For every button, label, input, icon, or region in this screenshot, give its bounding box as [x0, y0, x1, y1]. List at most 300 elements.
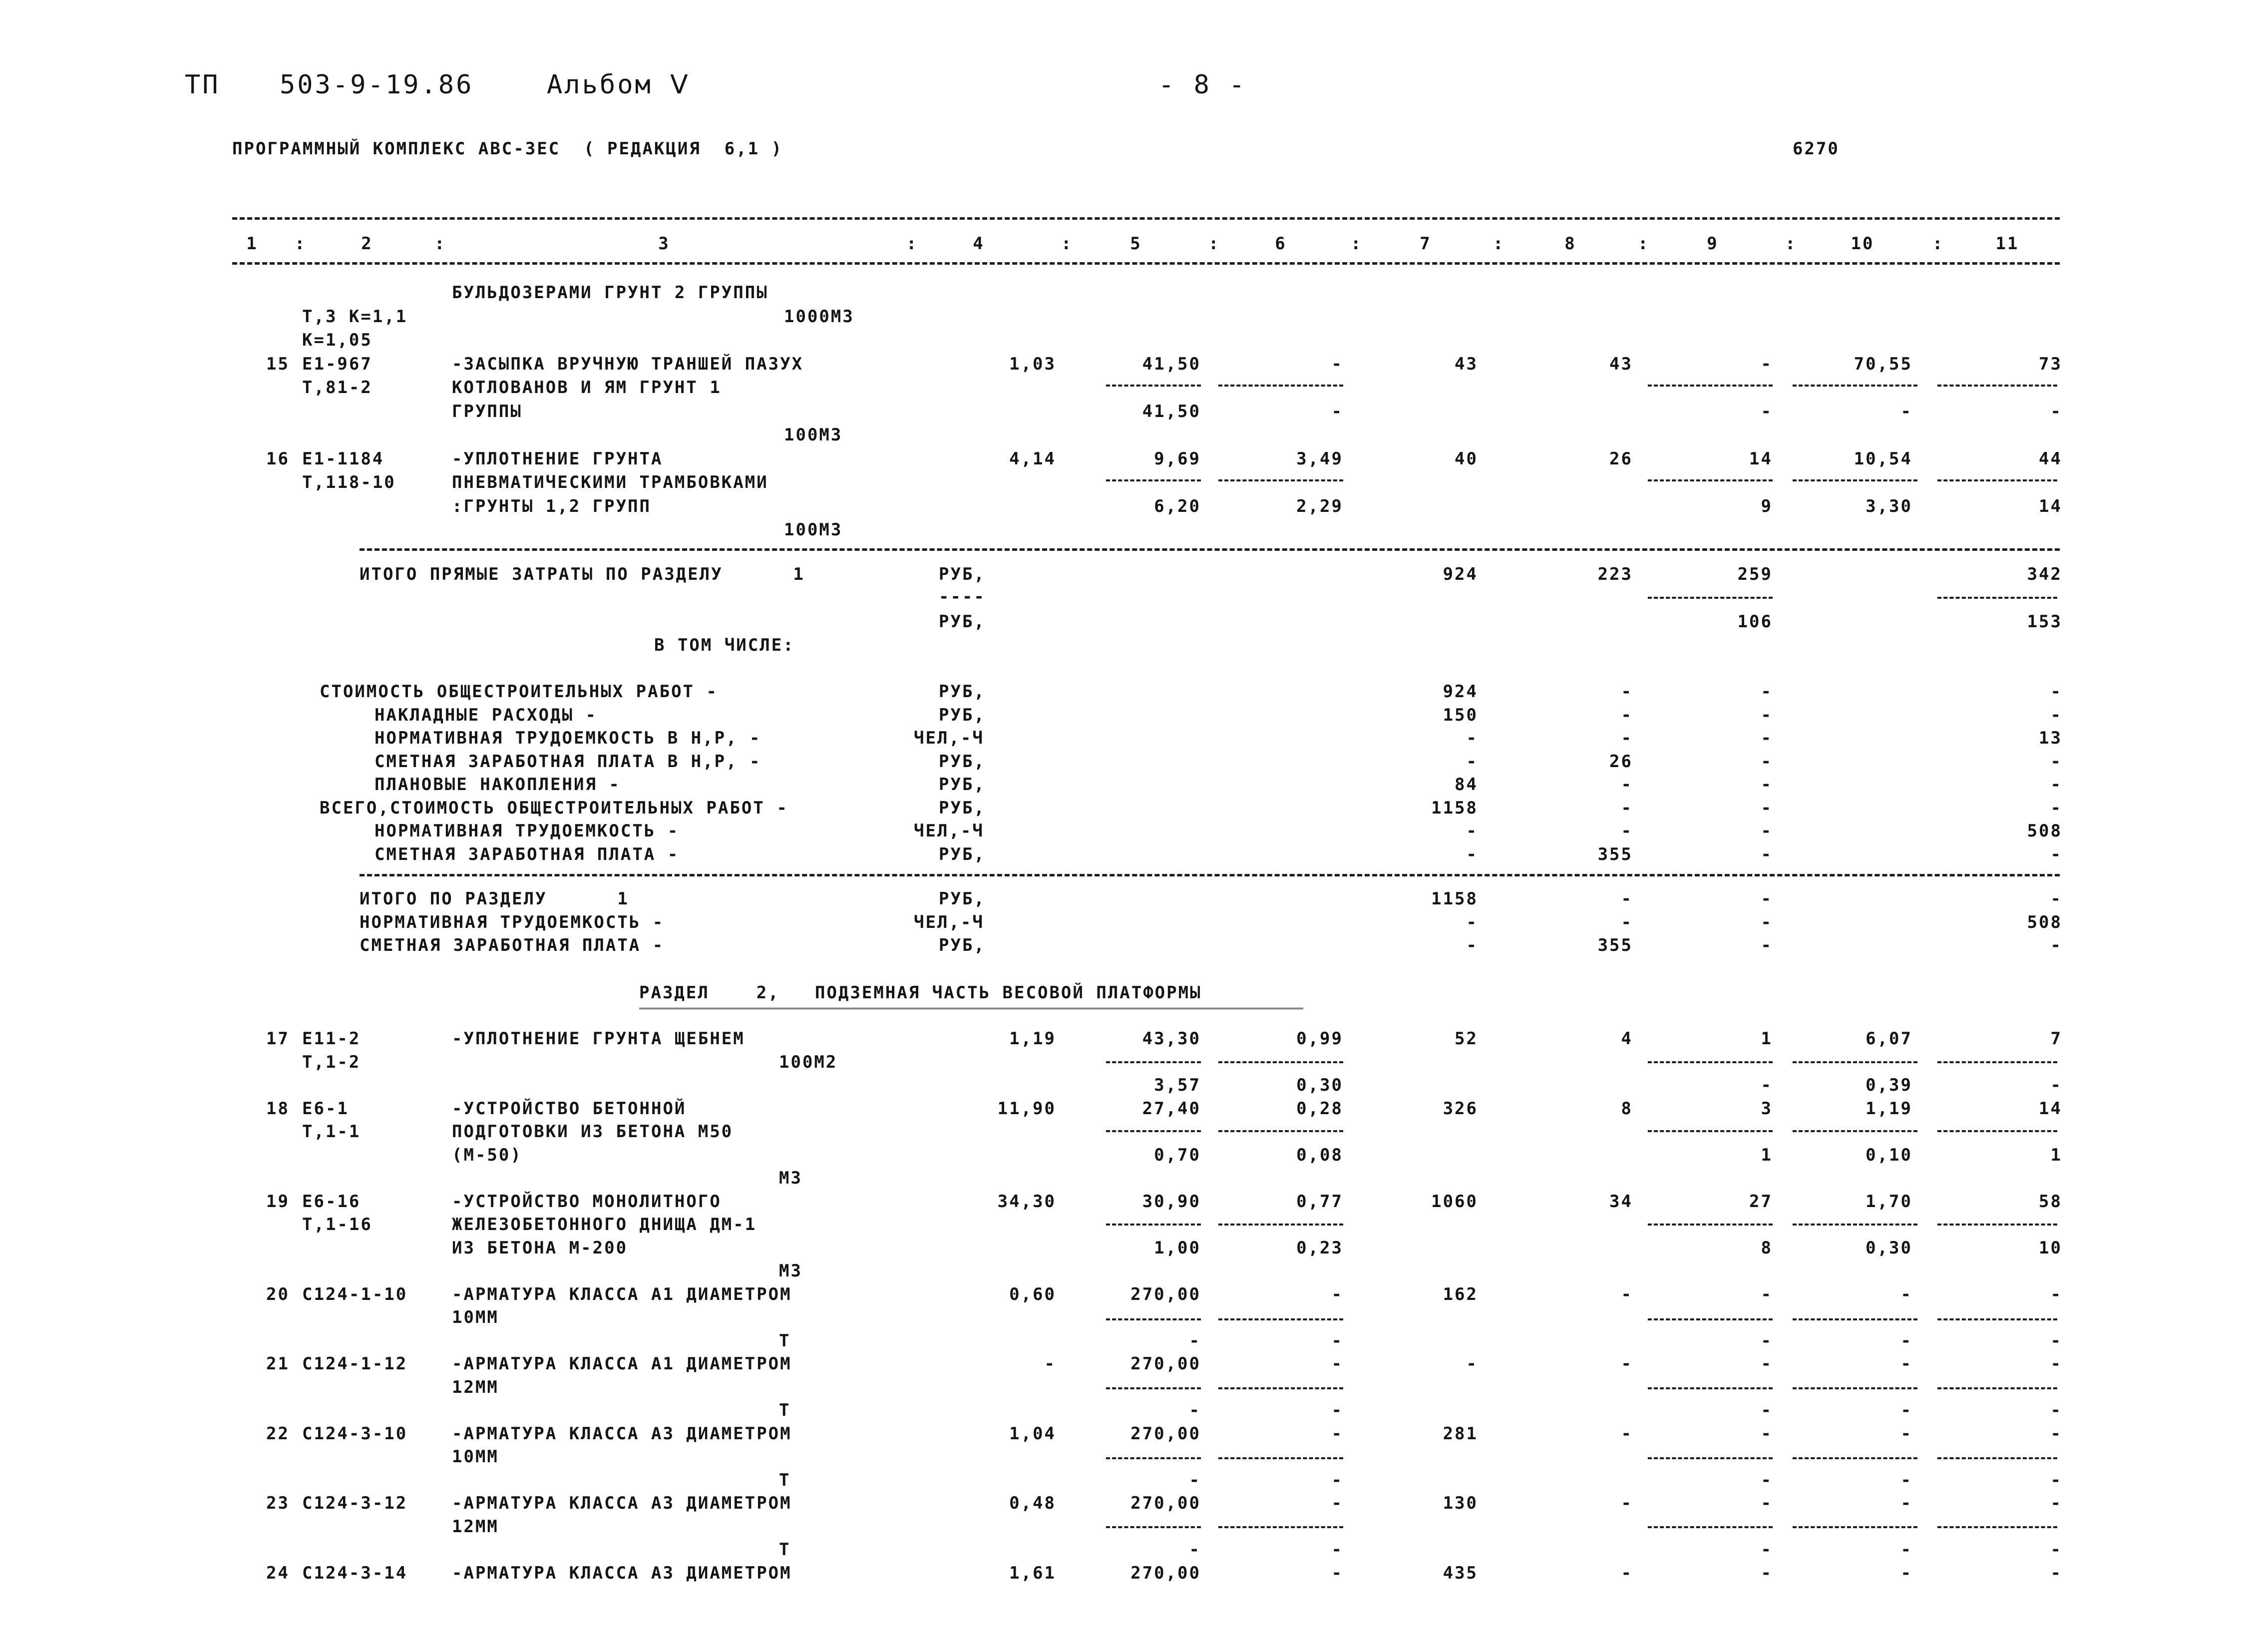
table-header-rule: [232, 262, 2060, 265]
cell-c6: 3,49: [1296, 448, 1343, 469]
cell-c8: 26: [1609, 448, 1633, 469]
c9-subrule: [1648, 1526, 1773, 1528]
cell-c6: 0,77: [1296, 1191, 1343, 1212]
cell-c11: -: [2050, 1284, 2062, 1304]
cell-c4: 1,04: [1009, 1423, 1056, 1444]
cell-code: Т,3 К=1,1: [302, 306, 408, 327]
cell-c11: 44: [2039, 448, 2062, 469]
cell-name: -ЗАСЫПКА ВРУЧНУЮ ТРАНШЕЙ ПАЗУХ: [452, 354, 804, 374]
breakdown-label: НОРМАТИВНАЯ ТРУДОЕМКОСТЬ -: [374, 821, 680, 841]
c6-subrule: [1218, 1526, 1343, 1528]
cell-c8: -: [1621, 1354, 1633, 1374]
breakdown-c9: -: [1761, 775, 1773, 795]
section-total-title: ИТОГО ПРЯМЫЕ ЗАТРАТЫ ПО РАЗДЕЛУ 1: [360, 564, 805, 584]
column-separator: :: [434, 234, 446, 254]
cell-c5: 27,40: [1142, 1098, 1201, 1119]
cell-c9: -: [1761, 1284, 1773, 1304]
cell-c6: -: [1331, 1493, 1343, 1513]
c6-subrule: [1218, 1061, 1343, 1063]
breakdown-unit: РУБ,: [939, 798, 986, 818]
column-header-2: 2: [361, 234, 373, 254]
cell-c10: -: [1900, 1400, 1912, 1420]
cell-code: Е11-2: [302, 1029, 361, 1049]
cell-c10: 0,10: [1866, 1145, 1912, 1165]
breakdown-c8: -: [1621, 705, 1633, 725]
breakdown-label: СТОИМОСТЬ ОБЩЕСТРОИТЕЛЬНЫХ РАБОТ -: [320, 682, 718, 702]
c5-subrule: [1106, 479, 1201, 481]
unit-label: М3: [779, 1168, 802, 1188]
cell-code: С124-3-14: [302, 1563, 408, 1583]
totals-c7: -: [1466, 912, 1478, 932]
breakdown-c11: -: [2050, 751, 2062, 772]
cell-c9: -: [1761, 1470, 1773, 1490]
cell-c5: 3,57: [1154, 1075, 1201, 1095]
breakdown-unit: РУБ,: [939, 844, 986, 864]
cell-c6: -: [1331, 354, 1343, 374]
cell-c8: -: [1621, 1423, 1633, 1444]
c5-subrule: [1106, 385, 1201, 387]
cell-c10: 0,39: [1866, 1075, 1912, 1095]
column-separator: :: [1351, 234, 1363, 254]
cell-c10: -: [1900, 1284, 1912, 1304]
c11-subrule: [1937, 479, 2057, 481]
breakdown-c9: -: [1761, 682, 1773, 702]
breakdown-c8: -: [1621, 728, 1633, 748]
unit-label: 100М2: [779, 1052, 838, 1072]
cell-c7: 435: [1443, 1563, 1478, 1583]
c11-subrule: [1937, 1457, 2057, 1459]
cell-c10: -: [1900, 401, 1912, 421]
cell-c5: 43,30: [1142, 1029, 1201, 1049]
column-header-4: 4: [973, 234, 985, 254]
totals-c11: -: [2050, 935, 2062, 955]
cell-n: 17: [266, 1029, 290, 1049]
cell-c9: -: [1761, 1330, 1773, 1351]
breakdown-c11: 508: [2027, 821, 2062, 841]
cell-name: -АРМАТУРА КЛАССА А3 ДИАМЕТРОМ: [452, 1493, 792, 1513]
totals-label: ИТОГО ПО РАЗДЕЛУ 1: [360, 889, 629, 909]
cell-c9: -: [1761, 401, 1773, 421]
breakdown-unit: РУБ,: [939, 775, 986, 795]
cell-name: ПНЕВМАТИЧЕСКИМИ ТРАМБОВКАМИ: [452, 472, 768, 492]
breakdown-c7: -: [1466, 728, 1478, 748]
c10-subrule: [1793, 1130, 1917, 1132]
total-c11-rule: [1937, 597, 2057, 599]
unit-label: 100М3: [784, 520, 843, 540]
column-header-11: 11: [1995, 234, 2019, 254]
unit-label: Т: [779, 1470, 791, 1490]
c5-subrule: [1106, 1224, 1201, 1226]
c5-subrule: [1106, 1061, 1201, 1063]
document-number: 6270: [1793, 139, 1840, 159]
cell-name: -УСТРОЙСТВО БЕТОННОЙ: [452, 1098, 687, 1119]
section2-title: РАЗДЕЛ 2, ПОДЗЕМНАЯ ЧАСТЬ ВЕСОВОЙ ПЛАТФОРМЫ: [639, 983, 1202, 1003]
cell-name: КОТЛОВАНОВ И ЯМ ГРУНТ 1: [452, 378, 722, 398]
c6-subrule: [1218, 1457, 1343, 1459]
cell-c11: -: [2050, 1470, 2062, 1490]
document-code: 503-9-19.86: [280, 70, 474, 100]
cell-name: 12ММ: [452, 1516, 499, 1537]
totals-c8: 355: [1597, 935, 1633, 955]
cell-c11: -: [2050, 401, 2062, 421]
cell-c6: 2,29: [1296, 496, 1343, 516]
breakdown-c8: -: [1621, 682, 1633, 702]
breakdown-c7: 1158: [1431, 798, 1478, 818]
breakdown-c11: -: [2050, 775, 2062, 795]
cell-c11: -: [2050, 1330, 2062, 1351]
c10-subrule: [1793, 1526, 1917, 1528]
breakdown-c8: 26: [1609, 751, 1633, 772]
cell-c4: 0,60: [1009, 1284, 1056, 1304]
breakdown-c9: -: [1761, 821, 1773, 841]
cell-c11: 73: [2039, 354, 2062, 374]
cell-c4: -: [1044, 1354, 1056, 1374]
cell-code: Т,1-2: [302, 1052, 361, 1072]
breakdown-c11: 13: [2039, 728, 2062, 748]
cell-c7: 281: [1443, 1423, 1478, 1444]
column-header-3: 3: [658, 234, 670, 254]
cell-n: 23: [266, 1493, 290, 1513]
cell-code: Т,81-2: [302, 378, 373, 398]
column-separator: :: [906, 234, 918, 254]
c6-subrule: [1218, 1318, 1343, 1320]
c6-subrule: [1218, 479, 1343, 481]
cell-c11: 14: [2039, 1098, 2062, 1119]
cell-c5: 1,00: [1154, 1238, 1201, 1258]
cell-c5: 270,00: [1130, 1284, 1201, 1304]
cell-code: С124-3-10: [302, 1423, 408, 1444]
breakdown-c9: -: [1761, 844, 1773, 864]
cell-name: -УПЛОТНЕНИЕ ГРУНТА ЩЕБНЕМ: [452, 1029, 745, 1049]
cell-name: -АРМАТУРА КЛАССА А3 ДИАМЕТРОМ: [452, 1423, 792, 1444]
cell-c6: 0,08: [1296, 1145, 1343, 1165]
total-rule: [360, 548, 2060, 551]
totals-unit: РУБ,: [939, 889, 986, 909]
section2-title-underline: [639, 1008, 1303, 1009]
cell-c5: 270,00: [1130, 1493, 1201, 1513]
cell-name: -АРМАТУРА КЛАССА А3 ДИАМЕТРОМ: [452, 1563, 792, 1583]
cell-c9: 1: [1761, 1145, 1773, 1165]
cell-c5: -: [1189, 1400, 1201, 1420]
cell-c6: 0,30: [1296, 1075, 1343, 1095]
cell-c10: 3,30: [1866, 496, 1912, 516]
cell-c6: 0,28: [1296, 1098, 1343, 1119]
c5-subrule: [1106, 1526, 1201, 1528]
cell-c6: 0,23: [1296, 1238, 1343, 1258]
column-header-1: 1: [246, 234, 258, 254]
cell-c11: -: [2050, 1075, 2062, 1095]
unit-label: Т: [779, 1540, 791, 1560]
breakdown-c8: -: [1621, 821, 1633, 841]
breakdown-unit: ЧЕЛ,-Ч: [914, 821, 984, 841]
column-separator: :: [1208, 234, 1220, 254]
c10-subrule: [1793, 385, 1917, 387]
totals-unit: РУБ,: [939, 935, 986, 955]
cell-code: Е6-16: [302, 1191, 361, 1212]
table-top-rule: [232, 217, 2060, 220]
cell-c11: -: [2050, 1423, 2062, 1444]
breakdown-unit: ЧЕЛ,-Ч: [914, 728, 984, 748]
c10-subrule: [1793, 1318, 1917, 1320]
breakdown-c7: -: [1466, 751, 1478, 772]
cell-c9: 9: [1761, 496, 1773, 516]
c10-subrule: [1793, 1061, 1917, 1063]
cell-name: ПОДГОТОВКИ ИЗ БЕТОНА М50: [452, 1122, 734, 1142]
cell-c9: 3: [1761, 1098, 1773, 1119]
c9-subrule: [1648, 479, 1773, 481]
cell-name: -УПЛОТНЕНИЕ ГРУНТА: [452, 448, 663, 469]
cell-c5: 270,00: [1130, 1354, 1201, 1374]
cell-c11: 7: [2050, 1029, 2062, 1049]
column-separator: :: [1061, 234, 1073, 254]
cell-c9: 27: [1749, 1191, 1773, 1212]
cell-c10: 10,54: [1854, 448, 1912, 469]
cell-c5: -: [1189, 1330, 1201, 1351]
totals-c11: 508: [2027, 912, 2062, 932]
cell-c5: 41,50: [1142, 354, 1201, 374]
cell-c5: 30,90: [1142, 1191, 1201, 1212]
cell-n: 15: [266, 354, 290, 374]
cell-c11: 14: [2039, 496, 2062, 516]
breakdown-c7: -: [1466, 844, 1478, 864]
totals-c9: -: [1761, 912, 1773, 932]
cell-c10: -: [1900, 1493, 1912, 1513]
cell-c6: -: [1331, 1400, 1343, 1420]
section-total-c9: 259: [1737, 564, 1773, 584]
totals-c11: -: [2050, 889, 2062, 909]
cell-c6: -: [1331, 1470, 1343, 1490]
c6-subrule: [1218, 1387, 1343, 1389]
cell-c5: 0,70: [1154, 1145, 1201, 1165]
cell-c9: 1: [1761, 1029, 1773, 1049]
cell-c10: 70,55: [1854, 354, 1912, 374]
c5-subrule: [1106, 1318, 1201, 1320]
cell-c4: 0,48: [1009, 1493, 1056, 1513]
cell-name: 10ММ: [452, 1447, 499, 1467]
cell-c9: -: [1761, 1540, 1773, 1560]
column-header-5: 5: [1130, 234, 1142, 254]
breakdown-end-rule: [360, 874, 2060, 876]
column-separator: :: [1493, 234, 1505, 254]
cell-c6: -: [1331, 1330, 1343, 1351]
cell-c6: 0,99: [1296, 1029, 1343, 1049]
breakdown-c7: 924: [1443, 682, 1478, 702]
cell-c9: -: [1761, 1075, 1773, 1095]
cell-c11: -: [2050, 1493, 2062, 1513]
cell-c6: -: [1331, 1563, 1343, 1583]
cell-c7: 52: [1455, 1029, 1478, 1049]
cell-code: Е6-1: [302, 1098, 349, 1119]
c10-subrule: [1793, 1387, 1917, 1389]
c11-subrule: [1937, 1061, 2057, 1063]
cell-c6: -: [1331, 1284, 1343, 1304]
cell-c9: -: [1761, 1400, 1773, 1420]
cell-c10: 1,19: [1866, 1098, 1912, 1119]
c5-subrule: [1106, 1387, 1201, 1389]
cell-c10: -: [1900, 1470, 1912, 1490]
breakdown-c11: -: [2050, 798, 2062, 818]
column-separator: :: [1932, 234, 1944, 254]
cell-code: Т,118-10: [302, 472, 396, 492]
cell-n: 21: [266, 1354, 290, 1374]
cell-c8: 34: [1609, 1191, 1633, 1212]
album-label: Альбом Ⅴ: [547, 70, 690, 100]
cell-c9: -: [1761, 1423, 1773, 1444]
cell-n: 19: [266, 1191, 290, 1212]
totals-c8: -: [1621, 889, 1633, 909]
c10-subrule: [1793, 479, 1917, 481]
cell-c5: 6,20: [1154, 496, 1201, 516]
cell-c10: 6,07: [1866, 1029, 1912, 1049]
breakdown-c7: -: [1466, 821, 1478, 841]
cell-code: С124-1-12: [302, 1354, 408, 1374]
cell-c9: 14: [1749, 448, 1773, 469]
cell-c7: 326: [1443, 1098, 1478, 1119]
breakdown-c7: 84: [1455, 775, 1478, 795]
unit-label: 1000М3: [784, 306, 854, 327]
cell-c4: 1,03: [1009, 354, 1056, 374]
section-total-c11: 342: [2027, 564, 2062, 584]
breakdown-unit: РУБ,: [939, 682, 986, 702]
section-total-c7: 924: [1443, 564, 1478, 584]
cell-c10: -: [1900, 1423, 1912, 1444]
section-total-c9b: 106: [1737, 612, 1773, 632]
cell-name: :ГРУНТЫ 1,2 ГРУПП: [452, 496, 651, 516]
cell-c9: -: [1761, 1493, 1773, 1513]
column-header-8: 8: [1564, 234, 1576, 254]
breakdown-c9: -: [1761, 798, 1773, 818]
column-header-9: 9: [1707, 234, 1719, 254]
c6-subrule: [1218, 1130, 1343, 1132]
totals-unit: ЧЕЛ,-Ч: [914, 912, 984, 932]
breakdown-c8: -: [1621, 775, 1633, 795]
cell-c11: -: [2050, 1540, 2062, 1560]
cell-name: 12ММ: [452, 1377, 499, 1397]
cell-c5: 270,00: [1130, 1423, 1201, 1444]
cell-name: -АРМАТУРА КЛАССА А1 ДИАМЕТРОМ: [452, 1284, 792, 1304]
breakdown-label: НАКЛАДНЫЕ РАСХОДЫ -: [374, 705, 597, 725]
section-total-unit2: РУБ,: [939, 612, 986, 632]
column-header-7: 7: [1420, 234, 1432, 254]
c6-subrule: [1218, 385, 1343, 387]
including-label: В ТОМ ЧИСЛЕ:: [654, 635, 795, 655]
c6-subrule: [1218, 1224, 1343, 1226]
cell-c5: -: [1189, 1540, 1201, 1560]
unit-label: Т: [779, 1400, 791, 1420]
unit-label: М3: [779, 1261, 802, 1281]
cell-n: 16: [266, 448, 290, 469]
totals-c9: -: [1761, 935, 1773, 955]
c11-subrule: [1937, 1224, 2057, 1226]
cell-name: ЖЕЛЕЗОБЕТОННОГО ДНИЩА ДМ-1: [452, 1215, 757, 1235]
cell-c8: 8: [1621, 1098, 1633, 1119]
cell-c8: -: [1621, 1563, 1633, 1583]
breakdown-c9: -: [1761, 705, 1773, 725]
c11-subrule: [1937, 1387, 2057, 1389]
breakdown-c8: -: [1621, 798, 1633, 818]
cell-c5: 41,50: [1142, 401, 1201, 421]
column-separator: :: [295, 234, 307, 254]
cell-n: 22: [266, 1423, 290, 1444]
cell-c5: 270,00: [1130, 1563, 1201, 1583]
cell-c6: -: [1331, 1423, 1343, 1444]
cell-name: ГРУППЫ: [452, 401, 522, 421]
cell-c9: -: [1761, 354, 1773, 374]
totals-c9: -: [1761, 889, 1773, 909]
cell-c5: 9,69: [1154, 448, 1201, 469]
breakdown-label: НОРМАТИВНАЯ ТРУДОЕМКОСТЬ В Н,Р, -: [374, 728, 761, 748]
cell-c4: 11,90: [997, 1098, 1056, 1119]
breakdown-label: ПЛАНОВЫЕ НАКОПЛЕНИЯ -: [374, 775, 621, 795]
totals-c8: -: [1621, 912, 1633, 932]
series-label: ТП: [185, 70, 220, 100]
cell-n: 24: [266, 1563, 290, 1583]
column-header-10: 10: [1851, 234, 1874, 254]
unit-label: Т: [779, 1330, 791, 1351]
cell-c10: -: [1900, 1540, 1912, 1560]
cell-c11: -: [2050, 1563, 2062, 1583]
cell-c4: 1,61: [1009, 1563, 1056, 1583]
breakdown-c7: 150: [1443, 705, 1478, 725]
breakdown-c11: -: [2050, 682, 2062, 702]
cell-c5: -: [1189, 1470, 1201, 1490]
cell-c7: 162: [1443, 1284, 1478, 1304]
cell-c10: -: [1900, 1330, 1912, 1351]
totals-label: СМЕТНАЯ ЗАРАБОТНАЯ ПЛАТА -: [360, 935, 665, 955]
c11-subrule: [1937, 1130, 2057, 1132]
cell-c11: 10: [2039, 1238, 2062, 1258]
totals-c7: -: [1466, 935, 1478, 955]
c10-subrule: [1793, 1457, 1917, 1459]
cell-c11: 58: [2039, 1191, 2062, 1212]
total-c9-rule: [1648, 597, 1773, 599]
cell-n: 18: [266, 1098, 290, 1119]
section-total-c8: 223: [1597, 564, 1633, 584]
totals-c7: 1158: [1431, 889, 1478, 909]
cell-c7: 43: [1455, 354, 1478, 374]
cell-c11: -: [2050, 1354, 2062, 1374]
section-total-c11b: 153: [2027, 612, 2062, 632]
program-title: ПРОГРАММНЫЙ КОМПЛЕКС АВС-3ЕС ( РЕДАКЦИЯ 6,1 ): [232, 139, 783, 159]
cell-c8: -: [1621, 1284, 1633, 1304]
cell-name: (М-50): [452, 1145, 522, 1165]
breakdown-label: СМЕТНАЯ ЗАРАБОТНАЯ ПЛАТА В Н,Р, -: [374, 751, 761, 772]
c9-subrule: [1648, 1061, 1773, 1063]
c5-subrule: [1106, 1130, 1201, 1132]
breakdown-unit: РУБ,: [939, 751, 986, 772]
cell-c6: -: [1331, 1540, 1343, 1560]
c11-subrule: [1937, 1526, 2057, 1528]
cell-code: Е1-967: [302, 354, 373, 374]
section-total-unit-dash: ----: [939, 587, 986, 607]
cell-code: С124-3-12: [302, 1493, 408, 1513]
cell-c10: 1,70: [1866, 1191, 1912, 1212]
cell-c4: 1,19: [1009, 1029, 1056, 1049]
cell-code: Т,1-1: [302, 1122, 361, 1142]
c9-subrule: [1648, 1130, 1773, 1132]
c11-subrule: [1937, 1318, 2057, 1320]
column-header-6: 6: [1275, 234, 1287, 254]
cell-c8: -: [1621, 1493, 1633, 1513]
column-separator: :: [1785, 234, 1797, 254]
cell-code: К=1,05: [302, 330, 373, 350]
cell-c4: 34,30: [997, 1191, 1056, 1212]
cell-name: -АРМАТУРА КЛАССА А1 ДИАМЕТРОМ: [452, 1354, 792, 1374]
totals-label: НОРМАТИВНАЯ ТРУДОЕМКОСТЬ -: [360, 912, 665, 932]
cell-c7: -: [1466, 1354, 1478, 1374]
cell-c7: 1060: [1431, 1191, 1478, 1212]
breakdown-unit: РУБ,: [939, 705, 986, 725]
